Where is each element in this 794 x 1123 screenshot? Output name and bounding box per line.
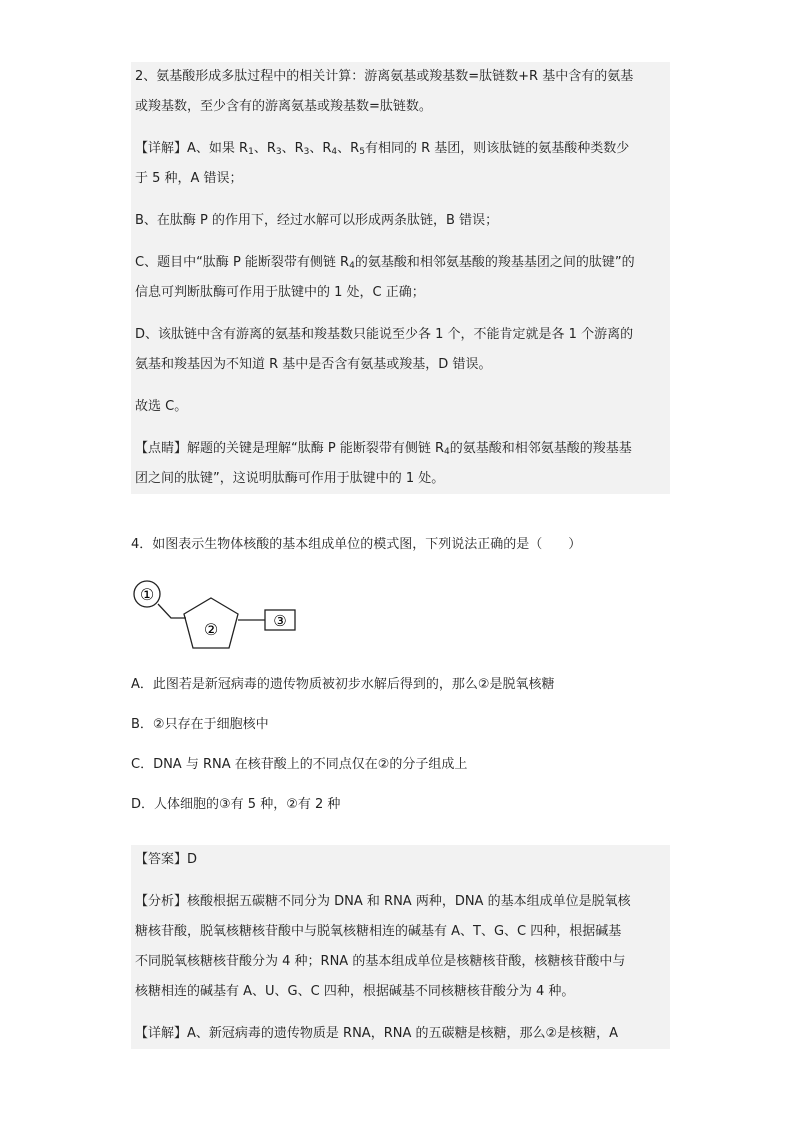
pentose-label: ② <box>203 620 219 639</box>
explanation-block-q3 <box>131 62 670 494</box>
detail-c-line2: 信息可判断肽酶可作用于肽键中的 1 处，C 正确； <box>135 285 425 300</box>
detail-a-line2: 于 5 种，A 错误； <box>135 171 243 186</box>
detail-d-line1: D、该肽链中含有游离的氨基和羧基数只能说至少各 1 个，不能肯定就是各 1 个游离的 <box>135 327 634 342</box>
question-4-stem: 4．如图表示生物体核酸的基本组成单位的模式图，下列说法正确的是（ ） <box>131 537 582 552</box>
detail-tag: 【详解】 <box>135 141 188 156</box>
calc-rule-line1: 2、氨基酸形成多肽过程中的相关计算：游离氨基或羧基数=肽链数+R 基中含有的氨基 <box>135 69 634 84</box>
option-a: A．此图若是新冠病毒的遗传物质被初步水解后得到的，那么②是脱氧核糖 <box>131 677 555 692</box>
analysis-line4: 核糖相连的碱基有 A、U、G、C 四种，根据碱基不同核糖核苷酸分为 4 种。 <box>135 984 575 999</box>
detail-a-line1: 【详解】A、如果 $R_1$、$R_3$、$R_3$、$R_4$、$R_5$有相同的 R 基团，则该肽链的氨基酸种类数少 <box>135 141 630 157</box>
analysis-line2: 糖核苷酸，脱氧核糖核苷酸中与脱氧核糖相连的碱基有 A、T、G、C 四种，根据碱基 <box>135 924 622 939</box>
explanation-block-q4 <box>131 845 670 1049</box>
detail-c-line1: C、题目中“肽酶 P 能断裂带有侧链 $R_4$的氨基酸和相邻氨基酸的羧基基团之间的肽键”的 <box>135 255 635 271</box>
point-line2: 团之间的肽键”，这说明肽酶可作用于肽键中的 1 处。 <box>135 471 445 486</box>
question-4 <box>131 530 662 560</box>
phosphate-label: ① <box>139 585 155 604</box>
answer-line: 【答案】D <box>135 852 198 867</box>
option-c: C．DNA 与 RNA 在核苷酸上的不同点仅在②的分子组成上 <box>131 757 468 772</box>
detail-line1: 【详解】A、新冠病毒的遗传物质是 RNA，RNA 的五碳糖是核糖，那么②是核糖，A <box>135 1026 619 1041</box>
detail-b: B、在肽酶 P 的作用下，经过水解可以形成两条肽链，B 错误； <box>135 213 499 228</box>
analysis-line1: 【分析】核酸根据五碳糖不同分为 DNA 和 RNA 两种，DNA 的基本组成单位是脱氧核 <box>135 894 631 909</box>
nucleotide-diagram <box>131 578 311 653</box>
detail-d-line2: 氨基和羧基因为不知道 R 基中是否含有氨基或羧基，D 错误。 <box>135 357 492 372</box>
phosphate-bond <box>158 604 186 618</box>
base-label: ③ <box>273 612 287 630</box>
analysis-line3: 不同脱氧核糖核苷酸分为 4 种；RNA 的基本组成单位是核糖核苷酸，核糖核苷酸中与 <box>135 954 626 969</box>
option-d: D．人体细胞的③有 5 种，②有 2 种 <box>131 797 341 812</box>
point-line1: 【点睛】解题的关键是理解“肽酶 P 能断裂带有侧链 $R_4$的氨基酸和相邻氨基酸的羧基基 <box>135 441 632 457</box>
nucleotide-diagram-svg <box>131 578 311 653</box>
question-4-options <box>131 670 662 820</box>
option-b: B．②只存在于细胞核中 <box>131 717 269 732</box>
choose-answer: 故选 C。 <box>135 399 188 414</box>
calc-rule-line2: 或羧基数，至少含有的游离氨基或羧基数=肽链数。 <box>135 99 432 114</box>
